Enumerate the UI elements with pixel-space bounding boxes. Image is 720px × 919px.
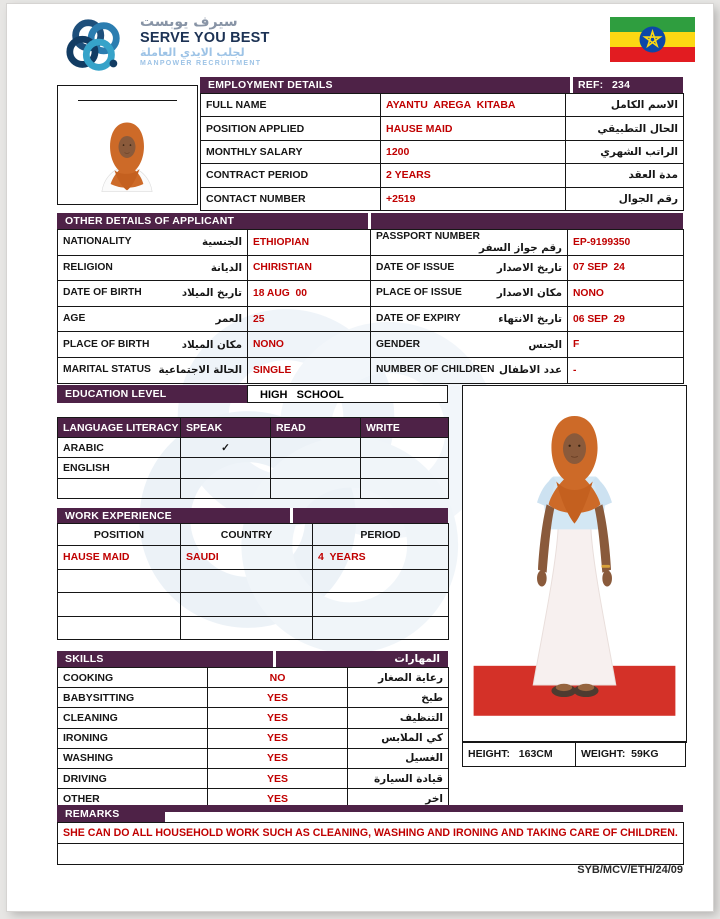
value-cell: YES [208,748,348,768]
write-header: WRITE [361,418,449,438]
header-divider [570,77,573,93]
language-literacy-header: LANGUAGE LITERACY [58,418,181,438]
label-cell: COOKING [58,668,208,688]
field-arabic-label: العمر [215,313,242,326]
document-reference-code: SYB/MCV/ETH/24/09 [577,864,683,876]
label2-arabic2-cell [371,332,568,358]
value-cell: YES [208,708,348,728]
value-cell: SINGLE [248,357,371,383]
field-label: NUMBER OF CHILDREN [376,364,495,376]
table-row [201,94,684,117]
physical-stats-table [462,741,686,767]
read-cell [271,478,361,498]
label2-arabic2-cell [371,230,568,256]
weight-cell [576,742,686,767]
remarks-table [57,822,684,865]
agency-logo-text [140,15,350,68]
country-cell [181,593,313,617]
label-cell: CONTACT NUMBER [201,187,381,210]
table-row [58,306,684,332]
value-cell: AYANTU AREGA KITABA [381,94,566,117]
value-cell: YES [208,789,348,809]
ref-value: 234 [612,79,631,91]
full-body-photo-frame [462,385,687,743]
table-header-row [58,418,449,438]
table-row [58,768,449,788]
weight-value: 59KG [631,748,659,760]
table-row [58,616,449,640]
period-cell [313,593,449,617]
table-row [58,230,684,256]
header-divider [290,508,293,523]
label-arabic-cell [58,357,248,383]
table-row [58,255,684,281]
value-cell: YES [208,688,348,708]
table-row [58,728,449,748]
position-cell [58,616,181,640]
arabic-cell: التنظيف [348,708,449,728]
remarks-title: REMARKS [65,807,120,820]
portrait-photo [83,108,171,201]
period-cell [313,569,449,593]
field-arabic-label: تاريخ الاصدار [496,261,562,274]
country-cell: SAUDI [181,546,313,570]
arabic-cell: اخر [348,789,449,809]
value2-cell: 07 SEP 24 [568,255,684,281]
field-label: RELIGION [63,261,113,273]
value-cell: 2 YEARS [381,164,566,187]
period-header: PERIOD [313,524,449,546]
field-label: NATIONALITY [63,236,132,248]
arabic-cell: الراتب الشهري [566,140,684,163]
label-cell: CONTRACT PERIOD [201,164,381,187]
field-arabic-label: مكان الاصدار [496,287,562,300]
label2-arabic2-cell [371,281,568,307]
label2-arabic2-cell [371,357,568,383]
remarks-text-cell: SHE CAN DO ALL HOUSEHOLD WORK SUCH AS CLEANING, WASHING AND IRONING AND TAKING CARE OF CHILDREN. [58,823,684,844]
table-row [58,458,449,478]
value-cell: +2519 [381,187,566,210]
remarks-empty-cell [58,844,684,865]
field-label: GENDER [376,338,421,350]
write-cell [361,478,449,498]
label2-arabic2-cell [371,255,568,281]
label2-arabic2-cell [371,306,568,332]
value-cell: YES [208,728,348,748]
arabic-cell: كي الملابس [348,728,449,748]
read-cell [271,458,361,478]
education-level-header [57,385,247,403]
work-experience-table [57,523,449,640]
ethiopia-flag-icon [610,17,695,62]
label-arabic-cell [58,230,248,256]
language-cell: ARABIC [58,438,181,458]
label-arabic-cell [58,255,248,281]
employment-details-table [200,93,684,211]
speak-cell [181,478,271,498]
label-cell: WASHING [58,748,208,768]
header-divider [368,213,371,229]
country-cell [181,569,313,593]
label-cell: FULL NAME [201,94,381,117]
table-row [201,187,684,210]
skills-arabic-title: المهارات [394,653,440,665]
table-row [58,668,449,688]
period-cell [313,616,449,640]
table-row [58,823,684,844]
value-cell: CHIRISTIAN [248,255,371,281]
remarks-header-strip [165,805,683,812]
header-divider [273,651,276,667]
arabic-cell: رقم الجوال [566,187,684,210]
table-row [58,546,449,570]
field-label: MARITAL STATUS [63,364,151,376]
field-arabic-label: الديانة [210,261,242,274]
value2-cell: EP-9199350 [568,230,684,256]
field-arabic-label: تاريخ الانتهاء [498,313,562,326]
logo-subtitle: MANPOWER RECRUITMENT [140,60,262,67]
table-row [58,357,684,383]
label-arabic-cell [58,332,248,358]
work-experience-title: WORK EXPERIENCE [65,509,172,522]
language-cell [58,478,181,498]
other-details-title: OTHER DETAILS OF APPLICANT [65,215,235,227]
value-cell: NONO [248,332,371,358]
field-arabic-label: الحالة الاجتماعية [158,364,242,377]
agency-logo-icon [55,16,135,78]
field-arabic-label: تاريخ الميلاد [181,287,242,300]
ref-label: REF: [578,79,604,91]
table-row [58,569,449,593]
value-cell: 18 AUG 00 [248,281,371,307]
field-label: PLACE OF BIRTH [63,338,150,350]
field-arabic-label: عدد الاطفال [499,364,562,377]
portrait-photo-frame [57,85,198,205]
table-row [463,742,686,767]
write-cell [361,438,449,458]
label-arabic-cell [58,281,248,307]
value2-cell: NONO [568,281,684,307]
speak-cell: ✓ [181,438,271,458]
position-header: POSITION [58,524,181,546]
value-cell: 25 [248,306,371,332]
position-cell: HAUSE MAID [58,546,181,570]
field-label: DATE OF ISSUE [376,261,455,273]
field-label: DATE OF BIRTH [63,287,142,299]
skills-table [57,667,449,809]
other-details-table [57,229,684,384]
arabic-cell: طبخ [348,688,449,708]
language-cell: ENGLISH [58,458,181,478]
speak-cell [181,458,271,478]
period-cell: 4 YEARS [313,546,449,570]
read-header: READ [271,418,361,438]
education-level-value: HIGH SCHOOL [247,385,448,403]
arabic-cell: قيادة السيارة [348,768,449,788]
logo-title: SERVE YOU BEST [140,30,270,46]
read-cell [271,438,361,458]
height-cell [463,742,576,767]
table-row [58,281,684,307]
field-label: DATE OF EXPIRY [376,313,461,325]
field-arabic-label: مكان الميلاد [181,338,242,351]
value2-cell: F [568,332,684,358]
table-row [58,688,449,708]
field-arabic-label: الجنس [528,338,562,351]
value-cell: ETHIOPIAN [248,230,371,256]
height-value: 163CM [518,748,553,760]
label-cell: MONTHLY SALARY [201,140,381,163]
field-label: PLACE OF ISSUE [376,287,462,299]
position-cell [58,593,181,617]
position-cell [58,569,181,593]
field-arabic-label: الجنسية [202,236,242,249]
weight-label: WEIGHT: [581,748,626,760]
label-arabic-cell [58,306,248,332]
arabic-cell: رعاية الصغار [348,668,449,688]
table-row [201,164,684,187]
table-row [58,748,449,768]
value2-cell: 06 SEP 29 [568,306,684,332]
table-row [58,332,684,358]
arabic-cell: الاسم الكامل [566,94,684,117]
skills-header [57,651,448,667]
cv-document-page [7,4,713,911]
label-cell: IRONING [58,728,208,748]
full-body-photo [464,387,685,739]
country-cell [181,616,313,640]
table-row [58,708,449,728]
employment-details-header [200,77,683,93]
value-cell: 1200 [381,140,566,163]
value-cell: NO [208,668,348,688]
field-label: PASSPORT NUMBER [376,230,480,242]
logo-arabic-subtitle: لجلب الايدي العاملة [140,46,245,59]
employment-details-title: EMPLOYMENT DETAILS [208,79,333,91]
label-cell: POSITION APPLIED [201,117,381,140]
remarks-header [57,805,165,822]
label-cell: OTHER [58,789,208,809]
work-experience-header [57,508,448,523]
language-literacy-table [57,417,449,499]
table-row [58,478,449,498]
table-header-row [58,524,449,546]
label-cell: DRIVING [58,768,208,788]
height-label: HEIGHT: [468,748,510,760]
logo-arabic-title: سيرف يوبست [140,14,238,30]
value2-cell: - [568,357,684,383]
other-details-header [57,213,683,229]
table-row [58,593,449,617]
skills-title: SKILLS [65,653,104,665]
table-row [201,140,684,163]
write-cell [361,458,449,478]
label-cell: CLEANING [58,708,208,728]
label-cell: BABYSITTING [58,688,208,708]
country-header: COUNTRY [181,524,313,546]
value-cell: HAUSE MAID [381,117,566,140]
photo-frame-line [78,100,177,101]
speak-header: SPEAK [181,418,271,438]
arabic-cell: الغسيل [348,748,449,768]
table-row [201,117,684,140]
education-level-label: EDUCATION LEVEL [65,388,167,400]
arabic-cell: الحال التطبيقي [566,117,684,140]
table-row [58,438,449,458]
table-row [58,844,684,865]
field-label: AGE [63,313,86,325]
arabic-cell: مدة العقد [566,164,684,187]
value-cell: YES [208,768,348,788]
field-arabic-label: رقم جواز السفر [479,241,562,254]
